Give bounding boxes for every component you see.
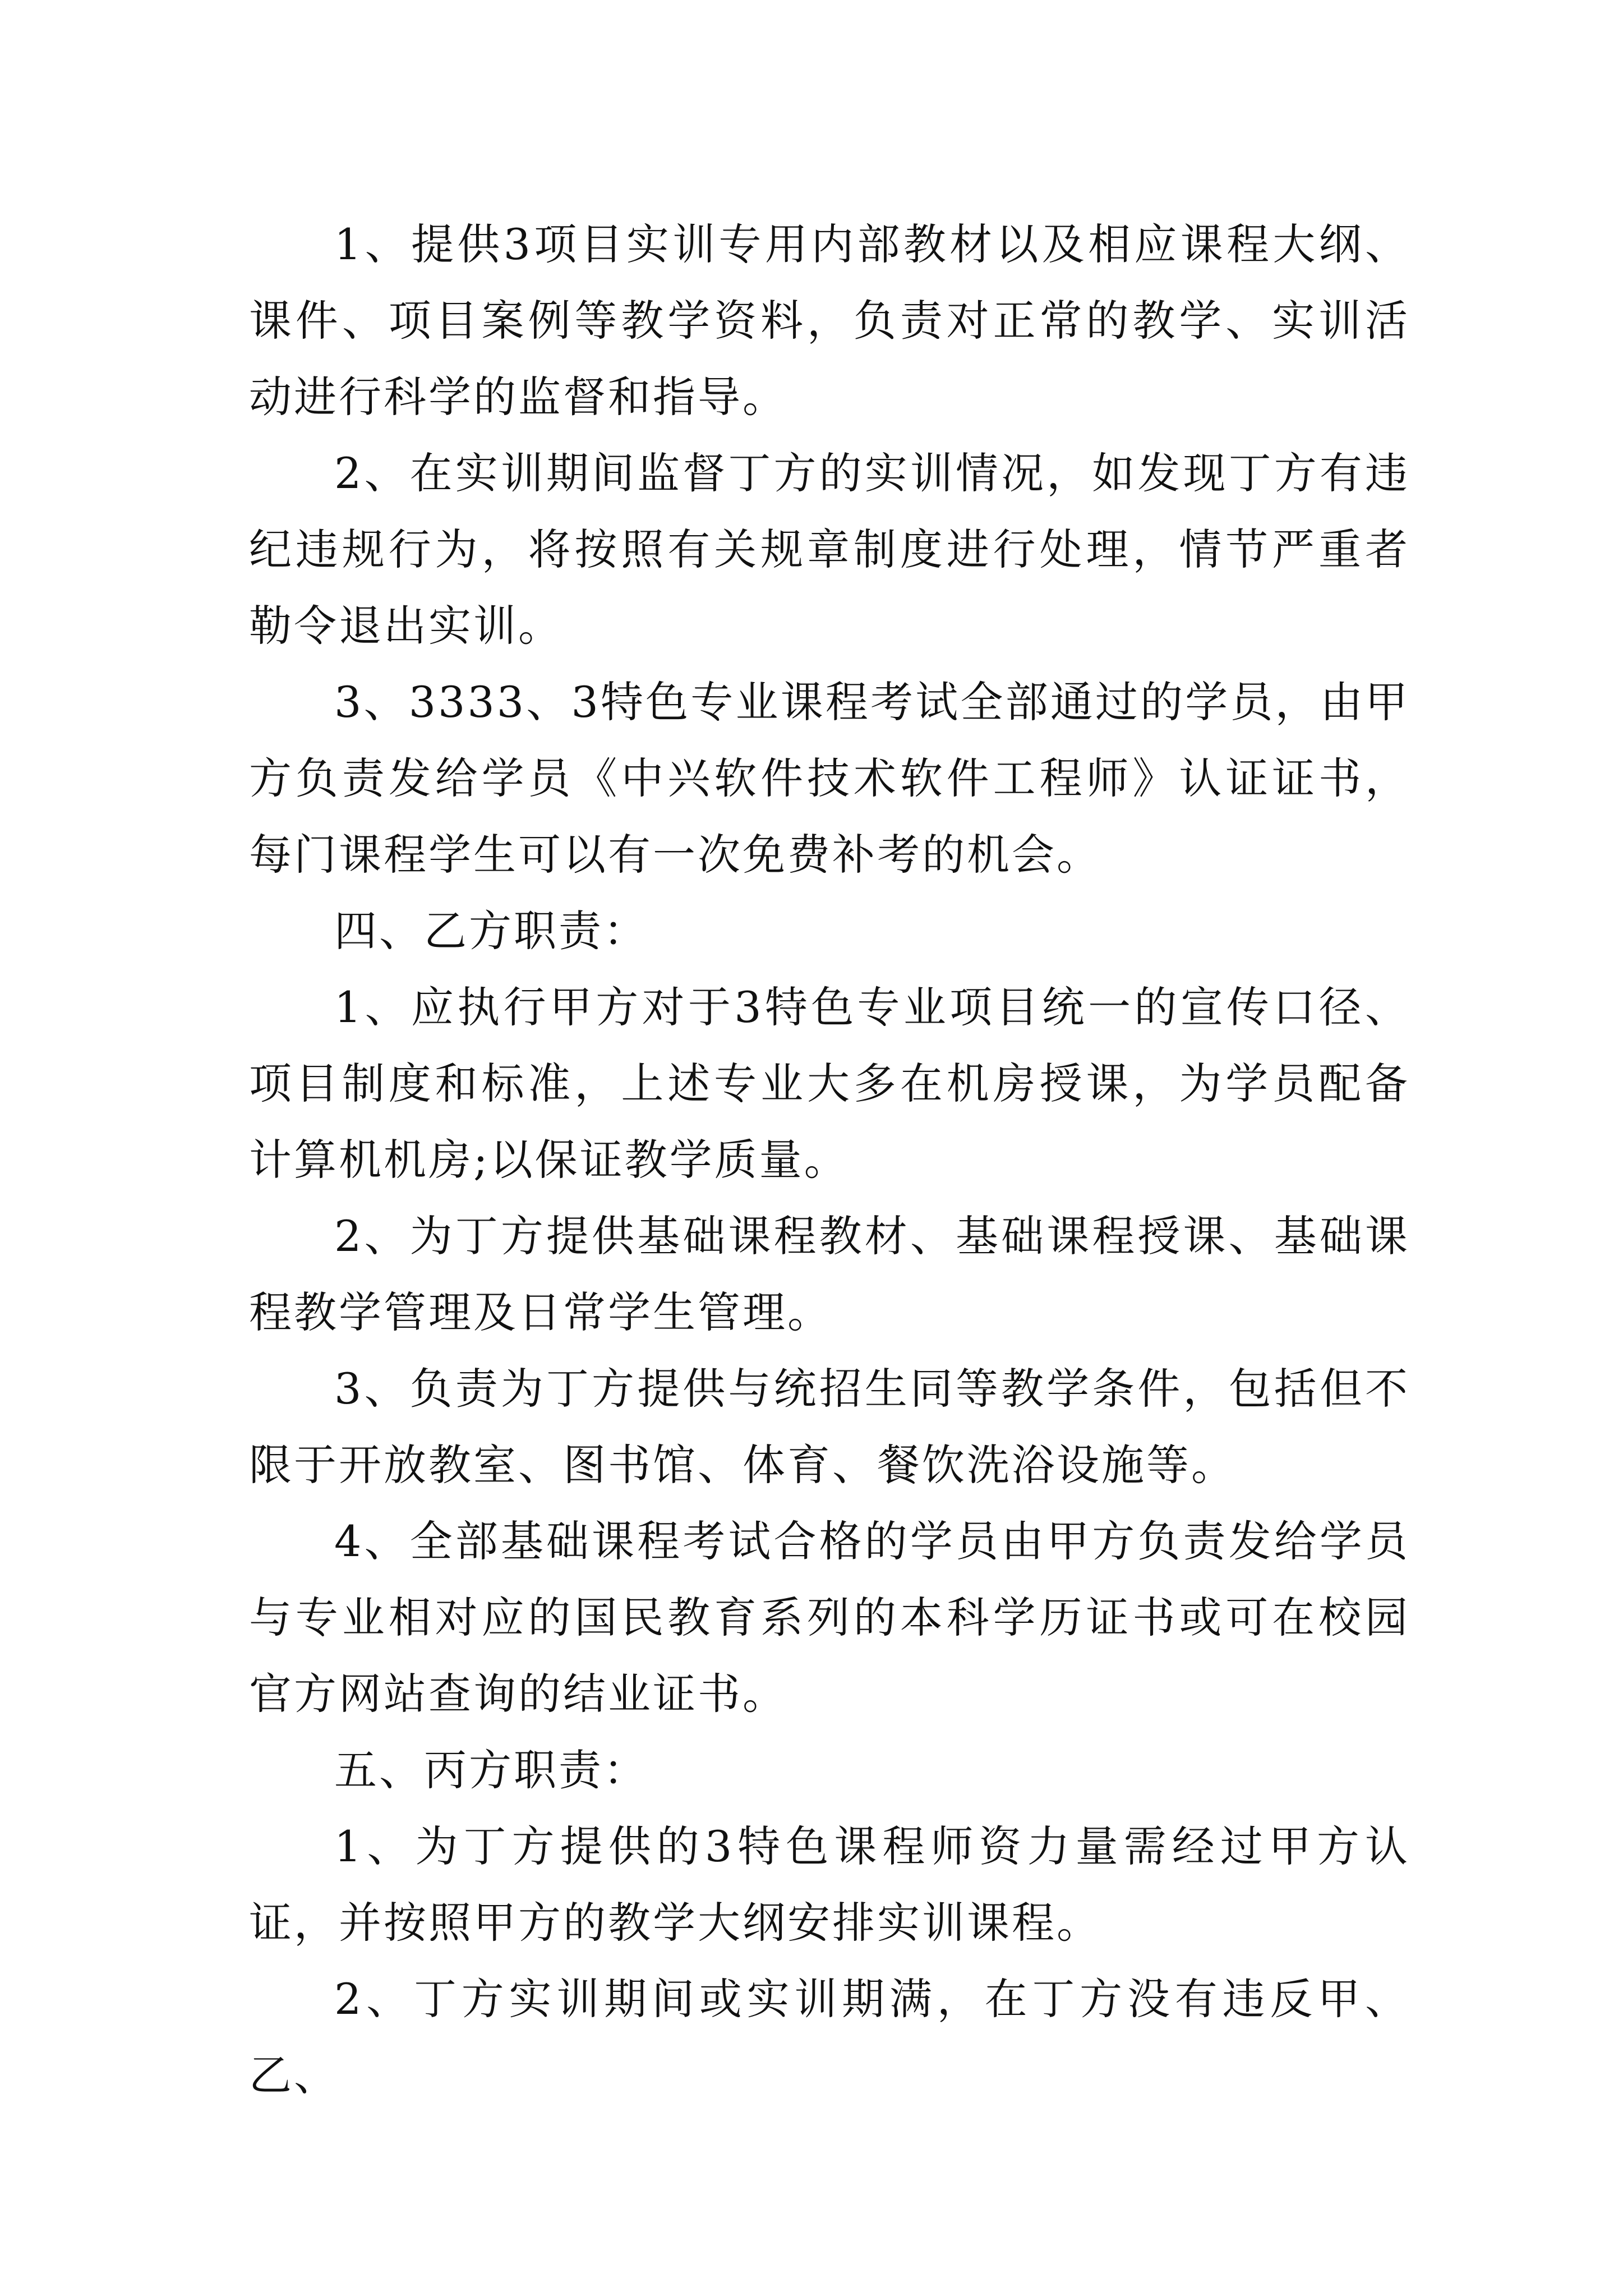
paragraph-10: 1、为丁方提供的3特色课程师资力量需经过甲方认证，并按照甲方的教学大纲安排实训课程。 <box>249 1821 1410 1948</box>
paragraph-6: 2、为丁方提供基础课程教材、基础课程授课、基础课程教学管理及日常学生管理。 <box>249 1211 1410 1337</box>
paragraph-8: 4、全部基础课程考试合格的学员由甲方负责发给学员与专业相对应的国民教育系列的本科学历证书或可在校园官方网站查询的结业证书。 <box>249 1516 1410 1719</box>
document-page <box>249 206 1410 2114</box>
paragraph-7: 3、负责为丁方提供与统招生同等教学条件，包括但不限于开放教室、图书馆、体育、餐饮洗浴设施等。 <box>249 1364 1410 1490</box>
paragraph-3: 3、3333、3特色专业课程考试全部通过的学员，由甲方负责发给学员《中兴软件技术软件工程师》认证证书，每门课程学生可以有一次免费补考的机会。 <box>249 677 1410 880</box>
section-heading-5: 五、丙方职责： <box>334 1745 648 1795</box>
paragraph-1: 1、提供3项目实训专用内部教材以及相应课程大纲、课件、项目案例等教学资料，负责对正常的教学、实训活动进行科学的监督和指导。 <box>249 219 1410 422</box>
paragraph-5: 1、应执行甲方对于3特色专业项目统一的宣传口径、项目制度和标准，上述专业大多在机房授课，为学员配备计算机机房;以保证教学质量。 <box>249 982 1410 1185</box>
paragraph-11: 2、丁方实训期间或实训期满，在丁方没有违反甲、乙、 <box>249 1974 1410 2100</box>
paragraph-2: 2、在实训期间监督丁方的实训情况，如发现丁方有违纪违规行为，将按照有关规章制度进行处理，情节严重者勒令退出实训。 <box>249 448 1410 651</box>
section-heading-4: 四、乙方职责： <box>334 906 648 956</box>
